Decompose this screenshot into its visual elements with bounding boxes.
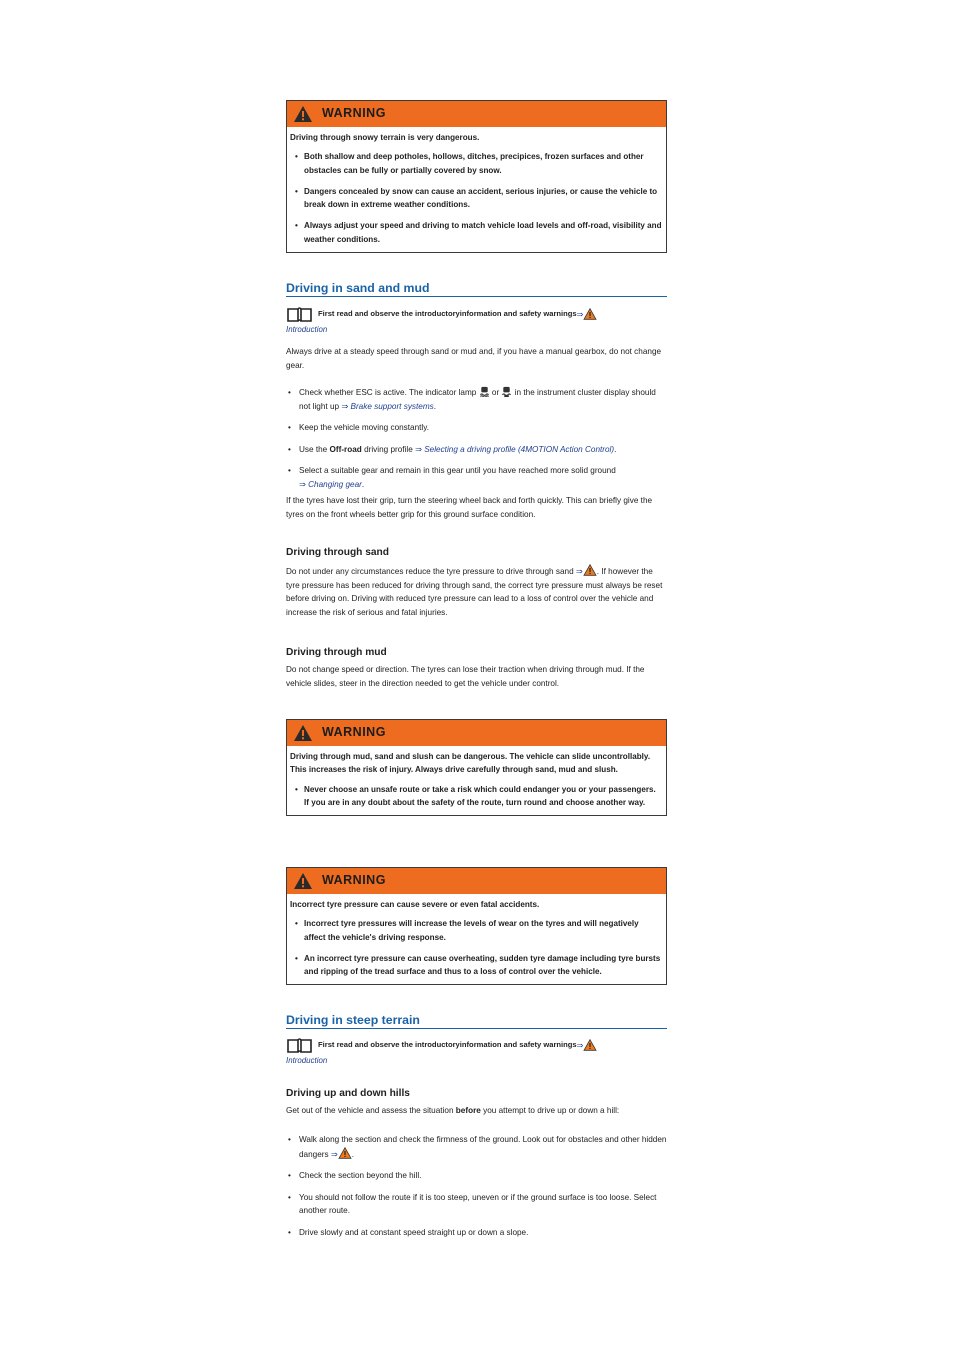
list-item: • Use the Off-road driving profile ⇒ Selecting a driving profile (4MOTION Action Control).: [288, 444, 617, 454]
warning-bullet: • Always adjust your speed and driving to match vehicle load levels and off-road, visibility and weather conditions.: [295, 221, 662, 244]
warning-triangle-icon: [293, 105, 313, 123]
esc-indicator-icon: [479, 386, 490, 397]
list-item: • Check the section beyond the hill.: [288, 1171, 422, 1180]
list-item: • Keep the vehicle moving constantly.: [288, 423, 430, 432]
sand-paragraph: Do not under any circumstances reduce the tyre pressure to drive through sand ⇒ . If however the tyre pressure has been reduced for driving through sand, the correct tyre pressure must always be reset before driving on. Driving with reduced tyre pressure can lead to a loss of control over the vehicle and increase the risk of serious and fatal injuries.: [286, 564, 667, 619]
brake-support-link[interactable]: ⇒ Brake support systems: [341, 401, 434, 411]
book-icon: [286, 306, 313, 322]
sand-mud-paragraph: Always drive at a steady speed through sand or mud and, if you have a manual gearbox, do not change gear.: [286, 347, 662, 370]
list-item: • Select a suitable gear and remain in this gear until you have reached more solid ground ⇒ Changing gear.: [288, 466, 616, 489]
subheading-mud: Driving through mud: [286, 647, 387, 658]
intro-reference: First read and observe the introductoryinformation and safety warnings ⇒ Introduction: [286, 1037, 667, 1068]
warning-box-tyre-pressure: [286, 867, 667, 985]
warning-intro: Incorrect tyre pressure can cause severe or even fatal accidents.: [290, 900, 540, 909]
warning-title: WARNING: [322, 106, 386, 121]
introduction-link[interactable]: Introduction: [286, 1056, 328, 1065]
mud-paragraph: Do not change speed or direction. The tyres can lose their traction when driving through mud. If the vehicle slides, steer in the direction needed to get the vehicle under control.: [286, 665, 645, 688]
warning-triangle-icon: [583, 564, 597, 576]
hidden-dangers-arrow-link[interactable]: ⇒: [330, 1149, 338, 1159]
esc-off-indicator-icon: [501, 386, 512, 397]
list-item: • Check whether ESC is active. The indicator lamp or in the instrument cluster display should not light up ⇒ Brake support systems.: [288, 388, 656, 411]
warning-box-snow: [286, 100, 667, 253]
warning-header: [287, 101, 666, 127]
sand-mud-list: [286, 386, 667, 499]
warning-title: WARNING: [322, 873, 386, 888]
section-heading-sand-mud: Driving in sand and mud: [286, 281, 667, 297]
section-heading-steep: Driving in steep terrain: [286, 1013, 667, 1029]
warning-bullet: • An incorrect tyre pressure can cause overheating, sudden tyre damage including tyre bursts and ripping of the tread surface and thus to a loss of control over the vehicle.: [295, 953, 661, 977]
hills-paragraph: Get out of the vehicle and assess the situation before you attempt to drive up or down a hill:: [286, 1106, 620, 1115]
warning-bullet: • Incorrect tyre pressures will increase the levels of wear on the tyres and will negatively affect the vehicle's driving response.: [295, 919, 639, 942]
intro-arrow-link[interactable]: ⇒: [576, 309, 584, 319]
warning-box-mud: [286, 719, 667, 816]
warning-triangle-icon: [583, 308, 597, 320]
changing-gear-link[interactable]: ⇒ Changing gear: [299, 479, 362, 489]
warning-intro: Driving through snowy terrain is very dangerous.: [290, 133, 480, 142]
hills-list: [286, 1133, 667, 1247]
warning-header: [287, 868, 666, 894]
warning-triangle-icon: [293, 724, 313, 742]
warning-triangle-icon: [293, 872, 313, 890]
warning-intro: Driving through mud, sand and slush can be dangerous. The vehicle can slide uncontrollably. This increases the risk of injury. Always drive carefully through sand, mud and slush.: [290, 752, 651, 775]
intro-arrow-link[interactable]: ⇒: [576, 1040, 584, 1050]
list-item: • Drive slowly and at constant speed straight up or down a slope.: [288, 1227, 529, 1237]
subheading-hills: Driving up and down hills: [286, 1088, 410, 1099]
warning-bullet: • Both shallow and deep potholes, hollows, ditches, precipices, frozen surfaces and other obstacles can be fully or partially covered by snow.: [295, 152, 644, 175]
warning-bullet: • Never choose an unsafe route or take a risk which could endanger you or your passengers. If you are in any doubt about the safety of the route, turn round and choose another way.: [295, 784, 656, 807]
sand-warning-arrow-link[interactable]: ⇒: [575, 567, 583, 576]
warning-header: [287, 720, 666, 746]
subheading-sand: Driving through sand: [286, 547, 390, 558]
driving-profile-link[interactable]: ⇒ Selecting a driving profile (4MOTION Action Control): [415, 444, 615, 454]
warning-triangle-icon: [583, 1039, 597, 1051]
warning-title: WARNING: [322, 725, 386, 740]
intro-reference: First read and observe the introductoryinformation and safety warnings ⇒ Introduction: [286, 306, 667, 337]
warning-bullet: • Dangers concealed by snow can cause an accident, serious injuries, or cause the vehicle to break down in extreme weather conditions.: [295, 186, 658, 210]
list-item: • Walk along the section and check the firmness of the ground. Look out for obstacles and other hidden dangers ⇒ .: [288, 1135, 667, 1159]
tyre-grip-paragraph: If the tyres have lost their grip, turn the steering wheel back and forth quickly. This can briefly give the tyres on the front wheels better grip for this ground surface condition.: [286, 496, 653, 519]
book-icon: [286, 1037, 313, 1053]
list-item: • You should not follow the route if it is too steep, uneven or if the ground surface is too loose. Select another route.: [288, 1192, 657, 1215]
warning-triangle-icon: [338, 1147, 352, 1159]
introduction-link[interactable]: Introduction: [286, 325, 328, 334]
